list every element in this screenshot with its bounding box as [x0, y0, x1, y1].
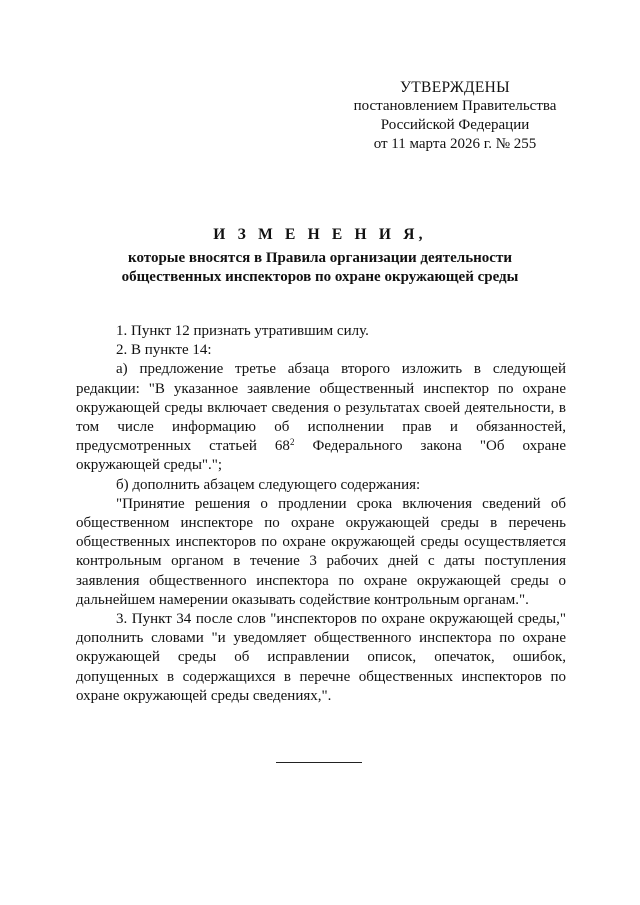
paragraph-5: "Принятие решения о продлении срока включения сведений об общественном инспекторе по охране окружающей среды в перечень общественных инспекторов по охране окружающей среды осуществляется контрольным органом в течение 3 рабочих дней с даты поступления заявления общественного инспектора по охране окружающей среды о дальнейшем намерении оказывать содействие контрольным органам.". [76, 495, 566, 608]
approval-line-3: от 11 марта 2026 г. № 255 [373, 136, 537, 152]
subtitle-line-1: которые вносятся в Правила организации деятельности [128, 250, 512, 266]
approval-line-2: Российской Федерации [380, 117, 530, 133]
approval-line-1: постановлением Правительства [353, 98, 557, 114]
paragraph-3-text-end: Федерального закона "Об охране окружающей среды"."; [76, 438, 566, 474]
paragraph-1: 1. Пункт 12 признать утратившим силу. [116, 323, 369, 339]
paragraph-3-text: а) предложение третье абзаца второго изложить в следующей редакции: "В указанное заявление общественный инспектор по охране окружающей среды включает сведения о результатах своей деятельности, в том числе информацию об исполнении прав и обязанностей, предусмотренных статьей 68 [76, 361, 566, 455]
document-body [76, 322, 566, 706]
approval-heading: УТВЕРЖДЕНЫ [400, 79, 510, 96]
document-title: И З М Е Н Е Н И Я, [213, 226, 427, 243]
paragraph-6: 3. Пункт 34 после слов "инспекторов по охране окружающей среды," дополнить словами "и уведомляет общественного инспектора по охране окружающей среды об исправлении описок, опечаток, ошибок, допущенных в содержащихся в перечне общественных инспекторов по охране окружающей среды сведениях,". [76, 611, 566, 704]
subtitle-line-2: общественных инспекторов по охране окружающей среды [121, 269, 519, 285]
approval-block [330, 78, 580, 154]
document-subtitle [60, 249, 580, 287]
paragraph-3-superscript: 2 [289, 437, 295, 448]
paragraph-4: б) дополнить абзацем следующего содержания: [116, 476, 421, 493]
paragraph-3 [76, 360, 566, 475]
paragraph-2: 2. В пункте 14: [116, 342, 212, 359]
end-divider [276, 762, 362, 763]
